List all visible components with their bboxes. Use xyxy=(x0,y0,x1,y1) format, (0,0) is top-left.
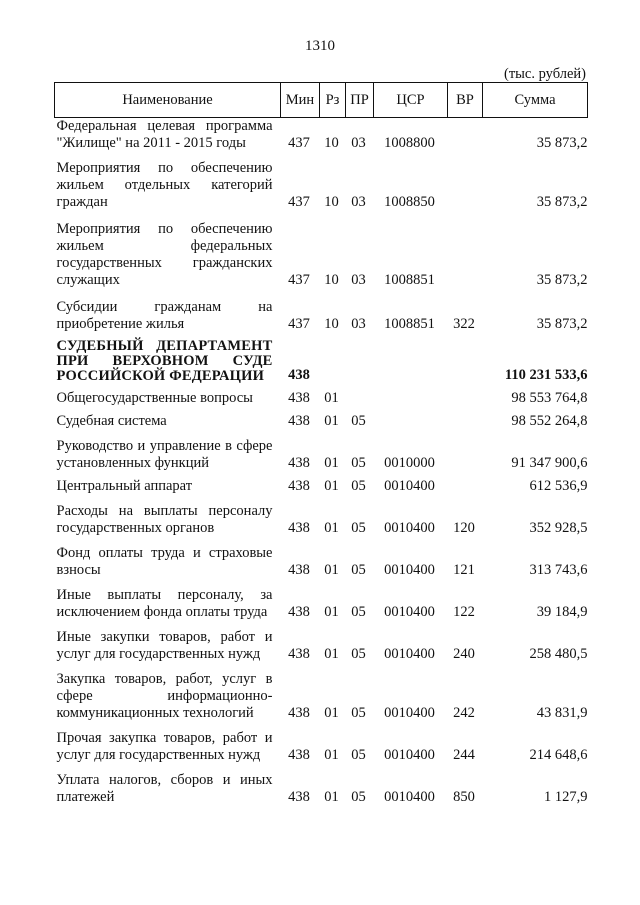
table-row xyxy=(55,543,588,585)
cell-vr: 850 xyxy=(453,789,475,805)
cell-vr: 122 xyxy=(453,604,475,620)
cell-csr: 0010400 xyxy=(384,478,435,494)
cell-vr: 120 xyxy=(453,520,475,536)
cell-min: 438 xyxy=(288,705,310,721)
budget-table xyxy=(54,82,588,812)
cell-pr: 05 xyxy=(351,478,366,494)
cell-min: 437 xyxy=(288,194,310,210)
cell-min: 437 xyxy=(288,316,310,332)
cell-sum: 98 553 764,8 xyxy=(511,390,588,406)
cell-sum: 214 648,6 xyxy=(529,747,588,763)
cell-name: СУДЕБНЫЙ ДЕПАРТАМЕНТ ПРИ ВЕРХОВНОМ СУДЕ РОССИЙСКОЙ ФЕДЕРАЦИИ xyxy=(56,338,273,384)
cell-rz: 01 xyxy=(324,390,339,406)
table-row xyxy=(55,158,588,217)
cell-rz: 10 xyxy=(324,194,339,210)
cell-name: Фонд оплаты труда и страховые взносы xyxy=(56,545,273,578)
cell-min: 438 xyxy=(288,646,310,662)
cell-min: 438 xyxy=(288,747,310,763)
cell-pr: 05 xyxy=(351,646,366,662)
table-row xyxy=(55,478,588,501)
cell-sum: 35 873,2 xyxy=(536,272,588,288)
cell-csr: 0010400 xyxy=(384,604,435,620)
cell-rz: 10 xyxy=(324,272,339,288)
cell-vr: 244 xyxy=(453,747,475,763)
cell-rz: 01 xyxy=(324,747,339,763)
table-row xyxy=(55,770,588,812)
cell-csr: 0010400 xyxy=(384,646,435,662)
cell-name: Закупка товаров, работ, услуг в сфере информационно-коммуникационных технологий xyxy=(56,671,273,721)
cell-pr: 05 xyxy=(351,520,366,536)
cell-min: 438 xyxy=(288,390,310,406)
cell-csr: 0010400 xyxy=(384,705,435,721)
cell-min: 438 xyxy=(288,520,310,536)
cell-vr: 322 xyxy=(453,316,475,332)
table-row xyxy=(55,728,588,770)
cell-csr: 1008800 xyxy=(384,135,435,151)
table-row xyxy=(55,585,588,627)
cell-name: Прочая закупка товаров, работ и услуг для государственных нужд xyxy=(56,730,273,763)
cell-vr xyxy=(448,436,483,478)
cell-min: 437 xyxy=(288,135,310,151)
cell-pr: 05 xyxy=(351,413,366,429)
table-row xyxy=(55,118,588,159)
cell-name: Мероприятия по обеспечению жильем отдельных категорий граждан xyxy=(56,160,273,210)
header-sum: Сумма xyxy=(483,83,588,118)
cell-csr: 0010000 xyxy=(384,455,435,471)
cell-sum: 352 928,5 xyxy=(529,520,588,536)
cell-vr xyxy=(448,339,483,390)
cell-pr: 05 xyxy=(351,705,366,721)
cell-rz: 01 xyxy=(324,604,339,620)
cell-csr: 0010400 xyxy=(384,747,435,763)
table-row xyxy=(55,295,588,339)
cell-vr xyxy=(448,118,483,159)
cell-name: Иные выплаты персоналу, за исключением фонда оплаты труда xyxy=(56,587,273,620)
cell-rz: 01 xyxy=(324,413,339,429)
header-min: Мин xyxy=(281,83,320,118)
cell-vr xyxy=(448,158,483,217)
header-pr: ПР xyxy=(346,83,374,118)
header-name: Наименование xyxy=(55,83,281,118)
cell-name: Мероприятия по обеспечению жильем федеральных государственных гражданских служащих xyxy=(56,221,273,288)
cell-rz: 01 xyxy=(324,705,339,721)
cell-csr xyxy=(374,339,448,390)
cell-name: Расходы на выплаты персоналу государственных органов xyxy=(56,503,273,536)
header-csr: ЦСР xyxy=(374,83,448,118)
cell-sum: 35 873,2 xyxy=(536,316,588,332)
cell-csr: 0010400 xyxy=(384,562,435,578)
header-rz: Рз xyxy=(320,83,346,118)
table-row xyxy=(55,436,588,478)
cell-sum: 258 480,5 xyxy=(529,646,588,662)
cell-csr: 0010400 xyxy=(384,789,435,805)
cell-sum: 35 873,2 xyxy=(536,135,588,151)
cell-sum: 313 743,6 xyxy=(529,562,588,578)
page-number: 1310 xyxy=(305,38,335,54)
table-row xyxy=(55,627,588,669)
cell-vr xyxy=(448,217,483,295)
cell-pr: 05 xyxy=(351,789,366,805)
cell-pr: 03 xyxy=(351,135,366,151)
cell-sum: 612 536,9 xyxy=(529,478,588,494)
cell-sum: 98 552 264,8 xyxy=(511,413,588,429)
cell-rz: 01 xyxy=(324,646,339,662)
table-header-row xyxy=(55,83,588,118)
cell-rz: 01 xyxy=(324,478,339,494)
header-vr: ВР xyxy=(448,83,483,118)
cell-name: Иные закупки товаров, работ и услуг для государственных нужд xyxy=(56,629,273,662)
cell-pr xyxy=(346,390,374,413)
cell-pr: 05 xyxy=(351,455,366,471)
table-row xyxy=(55,501,588,543)
cell-rz: 10 xyxy=(324,135,339,151)
cell-pr: 03 xyxy=(351,194,366,210)
cell-vr: 242 xyxy=(453,705,475,721)
cell-sum: 91 347 900,6 xyxy=(511,455,588,471)
cell-min: 438 xyxy=(288,367,310,383)
cell-rz: 01 xyxy=(324,562,339,578)
cell-csr: 1008851 xyxy=(384,272,435,288)
cell-pr: 05 xyxy=(351,604,366,620)
cell-min: 438 xyxy=(288,789,310,805)
cell-rz: 01 xyxy=(324,789,339,805)
cell-sum: 1 127,9 xyxy=(544,789,588,805)
cell-name: Уплата налогов, сборов и иных платежей xyxy=(56,772,273,805)
cell-csr xyxy=(374,413,448,436)
cell-min: 438 xyxy=(288,478,310,494)
cell-csr xyxy=(374,390,448,413)
cell-pr: 03 xyxy=(351,316,366,332)
cell-name: Общегосударственные вопросы xyxy=(56,390,253,406)
cell-name: Субсидии гражданам на приобретение жилья xyxy=(56,299,273,332)
cell-vr: 240 xyxy=(453,646,475,662)
cell-pr: 05 xyxy=(351,747,366,763)
cell-pr xyxy=(346,339,374,390)
cell-pr: 03 xyxy=(351,272,366,288)
cell-name: Руководство и управление в сфере установленных функций xyxy=(56,438,273,471)
table-row xyxy=(55,413,588,436)
cell-rz xyxy=(320,339,346,390)
cell-sum: 43 831,9 xyxy=(536,705,588,721)
cell-min: 438 xyxy=(288,562,310,578)
cell-sum: 39 184,9 xyxy=(536,604,588,620)
cell-rz: 01 xyxy=(324,520,339,536)
cell-min: 438 xyxy=(288,604,310,620)
cell-csr: 1008851 xyxy=(384,316,435,332)
cell-vr xyxy=(448,390,483,413)
cell-name: Судебная система xyxy=(56,413,167,429)
cell-vr xyxy=(448,413,483,436)
cell-sum: 35 873,2 xyxy=(536,194,588,210)
cell-name: Федеральная целевая программа "Жилище" на 2011 - 2015 годы xyxy=(56,118,273,151)
cell-min: 438 xyxy=(288,413,310,429)
cell-sum: 110 231 533,6 xyxy=(504,367,588,383)
cell-csr: 0010400 xyxy=(384,520,435,536)
cell-rz: 10 xyxy=(324,316,339,332)
cell-pr: 05 xyxy=(351,562,366,578)
cell-vr: 121 xyxy=(453,562,475,578)
table-row xyxy=(55,669,588,728)
cell-name: Центральный аппарат xyxy=(56,478,193,494)
cell-min: 437 xyxy=(288,272,310,288)
table-row xyxy=(55,390,588,413)
cell-csr: 1008850 xyxy=(384,194,435,210)
table-row xyxy=(55,217,588,295)
cell-min: 438 xyxy=(288,455,310,471)
cell-rz: 01 xyxy=(324,455,339,471)
units-label: (тыс. рублей) xyxy=(504,66,586,82)
table-row xyxy=(55,339,588,390)
cell-vr xyxy=(448,478,483,501)
